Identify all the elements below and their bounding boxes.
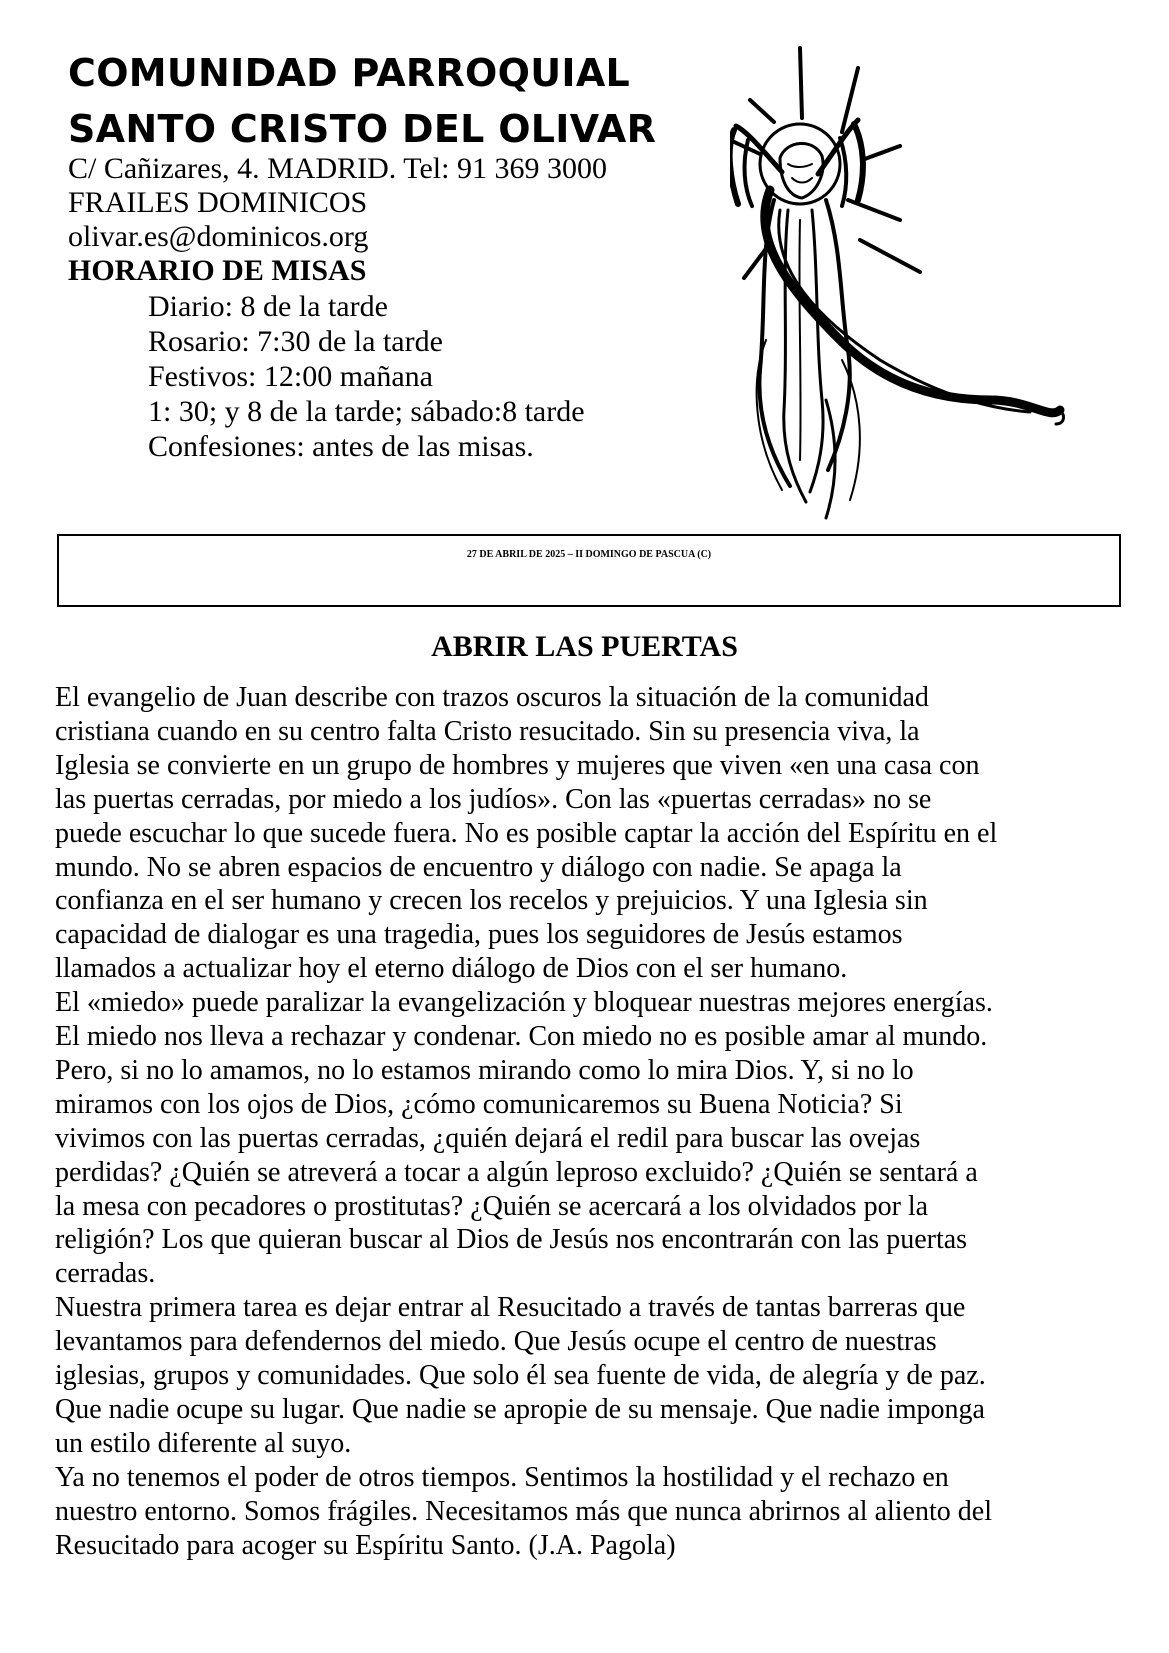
article-title: ABRIR LAS PUERTAS xyxy=(431,630,738,663)
article-line: iglesias, grupos y comunidades. Que solo él sea fuente de vida, de alegría y de paz. xyxy=(55,1360,986,1391)
article-line: llamados a actualizar hoy el eterno diálogo de Dios con el ser humano. xyxy=(55,953,848,984)
article-line: las puertas cerradas, por miedo a los judíos». Con las «puertas cerradas» no se xyxy=(55,784,932,815)
mass-schedule-title: HORARIO DE MISAS xyxy=(68,254,367,287)
date-banner xyxy=(57,534,1121,607)
article-line: El miedo nos lleva a rechazar y condenar. Con miedo no es posible amar al mundo. xyxy=(55,1021,988,1052)
parish-address: C/ Cañizares, 4. MADRID. Tel: 91 369 3000 xyxy=(68,152,607,185)
date-banner-text: 27 DE ABRIL DE 2025 – II DOMINGO DE PASCUA (C) xyxy=(466,549,712,560)
schedule-line: Diario: 8 de la tarde xyxy=(148,290,388,323)
article-line: Pero, si no lo amamos, no lo estamos mirando como lo mira Dios. Y, si no lo xyxy=(55,1055,914,1086)
article-line: confianza en el ser humano y crecen los recelos y prejuicios. Y una Iglesia sin xyxy=(55,885,928,916)
article-line: Nuestra primera tarea es dejar entrar al Resucitado a través de tantas barreras que xyxy=(55,1292,966,1323)
religious-order: FRAILES DOMINICOS xyxy=(68,186,368,219)
schedule-line: Festivos: 12:00 mañana xyxy=(148,360,433,393)
article-line: Que nadie ocupe su lugar. Que nadie se apropie de su mensaje. Que nadie imponga xyxy=(55,1394,985,1425)
article-line: Ya no tenemos el poder de otros tiempos. Sentimos la hostilidad y el rechazo en xyxy=(55,1462,949,1493)
article-line: perdidas? ¿Quién se atreverá a tocar a algún leproso excluido? ¿Quién se sentará a xyxy=(55,1157,978,1188)
article-line: puede escuchar lo que sucede fuera. No es posible captar la acción del Espíritu en el xyxy=(55,818,998,849)
article-line: la mesa con pecadores o prostitutas? ¿Quién se acercará a los olvidados por la xyxy=(55,1191,929,1222)
article-line: Iglesia se convierte en un grupo de hombres y mujeres que viven «en una casa con xyxy=(55,750,980,781)
contact-email: olivar.es@dominicos.org xyxy=(68,220,369,253)
article-line: vivimos con las puertas cerradas, ¿quién dejará el redil para buscar las ovejas xyxy=(55,1123,921,1154)
schedule-line: Rosario: 7:30 de la tarde xyxy=(148,325,443,358)
article-line: El «miedo» puede paralizar la evangelización y bloquear nuestras mejores energías. xyxy=(55,987,993,1018)
parish-title-line-2: SANTO CRISTO DEL OLIVAR xyxy=(68,107,657,151)
article-line: Resucitado para acoger su Espíritu Santo. (J.A. Pagola) xyxy=(55,1530,676,1561)
article-line: nuestro entorno. Somos frágiles. Necesitamos más que nunca abrirnos al aliento del xyxy=(55,1496,992,1527)
article-line: miramos con los ojos de Dios, ¿cómo comunicaremos su Buena Noticia? Si xyxy=(55,1089,903,1120)
risen-christ-illustration xyxy=(730,40,1130,520)
parish-title-line-1: COMUNIDAD PARROQUIAL xyxy=(68,51,631,95)
article-line: cerradas. xyxy=(55,1258,156,1289)
article-line: mundo. No se abren espacios de encuentro y diálogo con nadie. Se apaga la xyxy=(55,852,902,883)
schedule-line: 1: 30; y 8 de la tarde; sábado:8 tarde xyxy=(148,395,585,428)
article-line: un estilo diferente al suyo. xyxy=(55,1428,352,1459)
article-line: El evangelio de Juan describe con trazos oscuros la situación de la comunidad xyxy=(55,682,929,713)
article-line: cristiana cuando en su centro falta Cristo resucitado. Sin su presencia viva, la xyxy=(55,716,920,747)
schedule-line: Confesiones: antes de las misas. xyxy=(148,430,534,463)
article-line: levantamos para defendernos del miedo. Que Jesús ocupe el centro de nuestras xyxy=(55,1326,937,1357)
article-line: capacidad de dialogar es una tragedia, pues los seguidores de Jesús estamos xyxy=(55,919,903,950)
article-line: religión? Los que quieran buscar al Dios de Jesús nos encontrarán con las puertas xyxy=(55,1224,968,1255)
